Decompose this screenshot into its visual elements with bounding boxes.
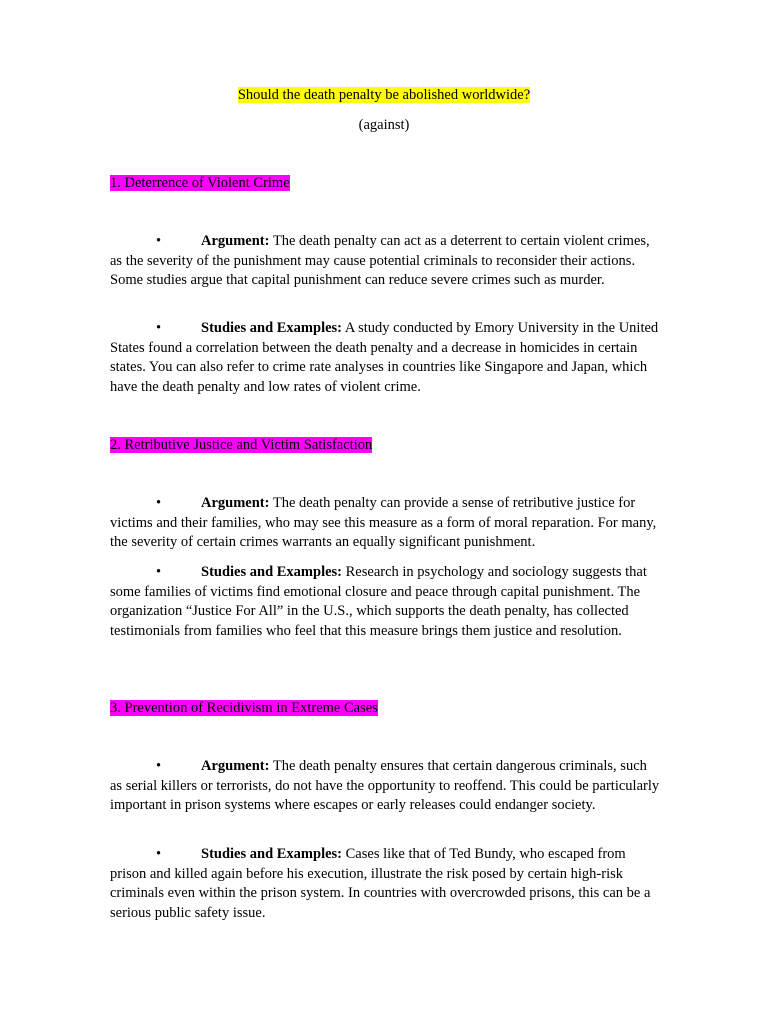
bullet: • [156, 564, 162, 580]
point-text: Research in psychology and sociology suggests that some families of victims find emotional closure and peace through capital punishment. The organization “Justice For All” in the U.S., which supports the death penalty, has collected testimonials from families who feel that this measure brings them justice and resolution. [110, 564, 647, 639]
point-text: The death penalty can provide a sense of retributive justice for victims and their families, who may see this measure as a form of moral reparation. For many, the severity of certain crimes warrants an equally significant punishment. [110, 495, 657, 550]
document-title: Should the death penalty be abolished worldwide? [237, 87, 531, 103]
point-label: Argument: [201, 495, 270, 511]
point-label: Argument: [201, 233, 270, 249]
point-text: The death penalty ensures that certain dangerous criminals, such as serial killers or terrorists, do not have the opportunity to reoffend. This could be particularly important in prison systems where escapes or early releases could endanger society. [110, 758, 660, 813]
bullet: • [156, 758, 162, 774]
section-2-argument [110, 494, 660, 553]
bullet: • [156, 320, 162, 336]
title-line [0, 86, 768, 104]
section-heading-text: 1. Deterrence of Violent Crime [110, 175, 290, 191]
section-heading-text: 3. Prevention of Recidivism in Extreme Cases [110, 700, 378, 716]
section-heading-text: 2. Retributive Justice and Victim Satisfaction [110, 437, 373, 453]
section-3-studies [110, 845, 660, 923]
section-1-studies [110, 319, 660, 397]
bullet: • [156, 495, 162, 511]
section-2-studies [110, 563, 660, 641]
point-text: A study conducted by Emory University in the United States found a correlation between the death penalty and a decrease in homicides in certain states. You can also refer to crime rate analyses in countries like Singapore and Japan, which have the death penalty and low rates of violent crime. [110, 320, 659, 395]
point-label: Studies and Examples: [201, 564, 343, 580]
bullet: • [156, 233, 162, 249]
section-3-heading [110, 699, 378, 717]
point-label: Argument: [201, 758, 270, 774]
point-label: Studies and Examples: [201, 320, 343, 336]
point-text: The death penalty can act as a deterrent to certain violent crimes, as the severity of the punishment may cause potential criminals to reconsider their actions. Some studies argue that capital punishment can reduce severe crimes such as murder. [110, 233, 650, 288]
section-3-argument [110, 757, 660, 816]
point-label: Studies and Examples: [201, 846, 343, 862]
section-1-argument [110, 232, 660, 291]
subtitle-line [0, 116, 768, 134]
document-subtitle: (against) [358, 117, 410, 133]
point-text: Cases like that of Ted Bundy, who escaped from prison and killed again before his execution, illustrate the risk posed by certain high-risk criminals even within the prison system. In countries with overcrowded prisons, this can be a serious public safety issue. [110, 846, 651, 921]
bullet: • [156, 846, 162, 862]
section-2-heading [110, 436, 372, 454]
section-1-heading [110, 174, 290, 192]
